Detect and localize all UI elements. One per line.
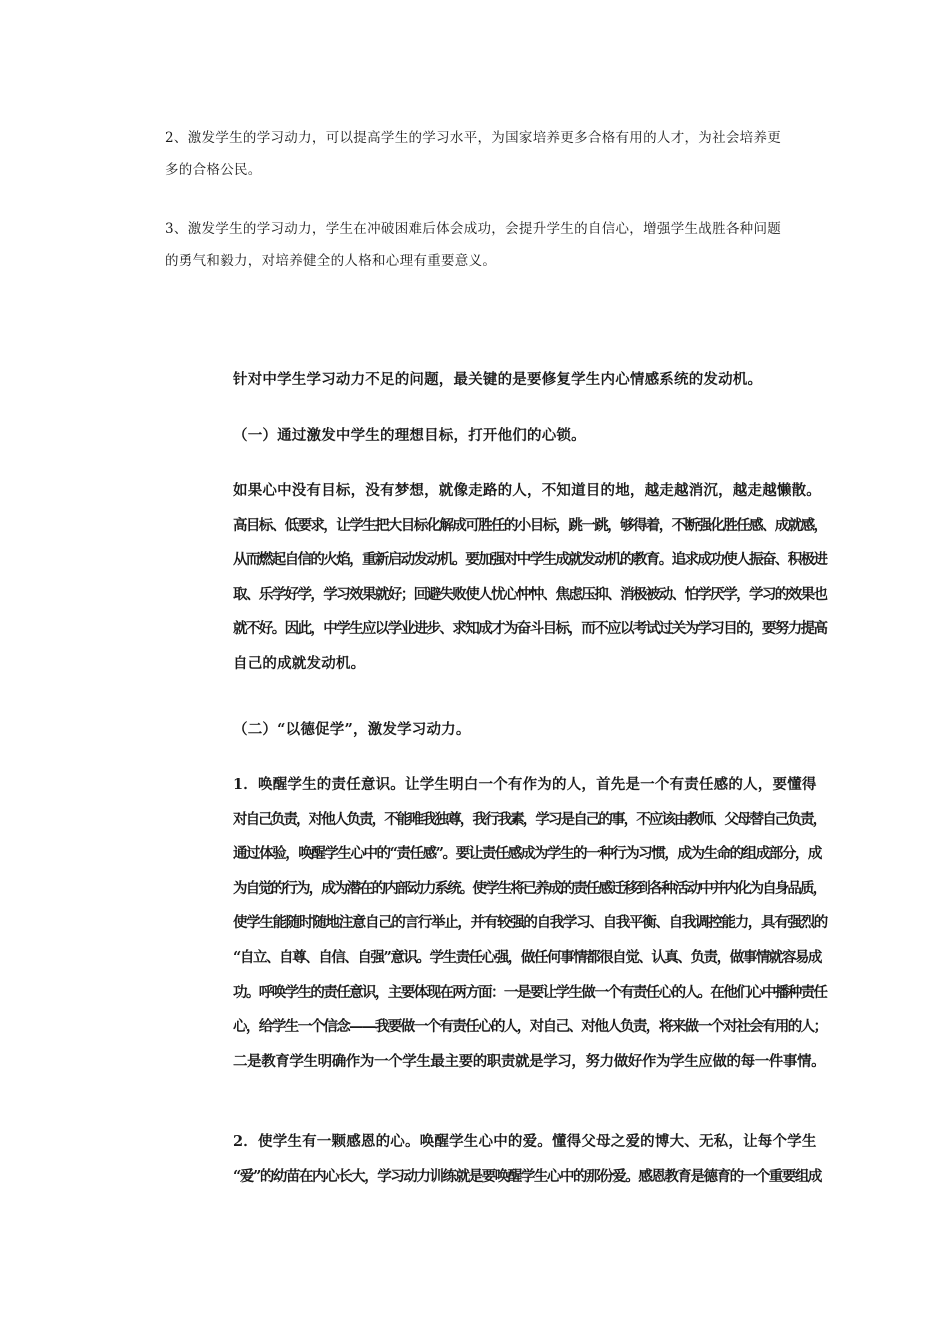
text-line: 对自己负责，对他人负责，不能唯我独尊，我行我素，学习是自己的事，不应该由教师、父母替自己负责， <box>233 810 826 828</box>
text-line: 的勇气和毅力，对培养健全的人格和心理有重要意义。 <box>165 253 497 269</box>
text-line: 1．唤醒学生的责任意识。让学生明白一个有作为的人，首先是一个有责任感的人，要懂得 <box>233 776 817 793</box>
paragraph-item-2 <box>145 122 815 186</box>
text-line: （一）通过激发中学生的理想目标，打开他们的心锁。 <box>233 427 586 444</box>
text-line: （二）“以德促学”，激发学习动力。 <box>233 721 471 738</box>
paragraph-point-1 <box>145 768 827 1079</box>
paragraph-intro <box>145 363 815 398</box>
text-line: 为自觉的行为，成为潜在的内部动力系统。使学生将已养成的责任感迁移到各种活动中并内化为自身品质， <box>233 879 826 897</box>
paragraph-section-1 <box>145 474 827 682</box>
text-line: “自立、自尊、自信、自强”意识。学生责任心强，做任何事情都很自觉、认真、负责，做事情就容易成 <box>233 948 821 966</box>
text-line: 高目标、低要求，让学生把大目标化解成可胜任的小目标，跳一跳，够得着，不断强化胜任感、成就感， <box>233 516 827 534</box>
section-heading-2 <box>145 713 815 748</box>
section-heading-1 <box>145 419 815 454</box>
text-line: “爱”的幼苗在内心长大，学习动力训练就是要唤醒学生心中的那份爱。感恩教育是德育的一个重要组成 <box>233 1167 821 1185</box>
text-line: 使学生能随时随地注意自己的言行举止，并有较强的自我学习、自我平衡、自我调控能力，具有强烈的 <box>233 914 827 932</box>
text-line: 二是教育学生明确作为一个学生最主要的职责就是学习，努力做好作为学生应做的每一件事情。 <box>233 1052 826 1070</box>
text-line: 就不好。因此，中学生应以学业进步、求知成才为奋斗目标，而不应以考试过关为学习目的，要努力提高 <box>233 620 827 638</box>
text-line: 自己的成就发动机。 <box>233 654 366 672</box>
text-line: 从而燃起自信的火焰，重新启动发动机。要加强对中学生成就发动机的教育。追求成功使人振奋、积极进 <box>233 551 827 569</box>
text-line: 如果心中没有目标，没有梦想，就像走路的人，不知道目的地，越走越消沉，越走越懒散。 <box>233 482 821 499</box>
text-line: 功。呼唤学生的责任意识，主要体现在两方面：一是要让学生做一个有责任心的人。在他们心中播种责任 <box>233 983 827 1001</box>
text-line: 3、激发学生的学习动力，学生在冲破困难后体会成功，会提升学生的自信心，增强学生战胜各种问题 <box>165 221 782 237</box>
text-line: 针对中学生学习动力不足的问题，最关键的是要修复学生内心情感系统的发动机。 <box>233 371 763 388</box>
text-line: 取、乐学好学，学习效果就好；回避失败使人忧心忡忡、焦虑压抑、消极被动、怕学厌学，学习的效果也 <box>233 585 827 603</box>
text-line: 心，给学生一个信念——我要做一个有责任心的人，对自己、对他人负责，将来做一个对社会有用的人； <box>233 1018 827 1036</box>
text-line: 2、激发学生的学习动力，可以提高学生的学习水平，为国家培养更多合格有用的人才，为社会培养更 <box>165 130 782 146</box>
paragraph-item-3 <box>145 213 815 277</box>
paragraph-point-2 <box>145 1125 821 1194</box>
text-line: 通过体验，唤醒学生心中的“责任感”。要让责任感成为学生的一种行为习惯，成为生命的组成部分，成 <box>233 845 821 863</box>
text-line: 2．使学生有一颗感恩的心。唤醒学生心中的爱。懂得父母之爱的博大、无私，让每个学生 <box>233 1133 817 1150</box>
text-line: 多的合格公民。 <box>165 162 262 178</box>
